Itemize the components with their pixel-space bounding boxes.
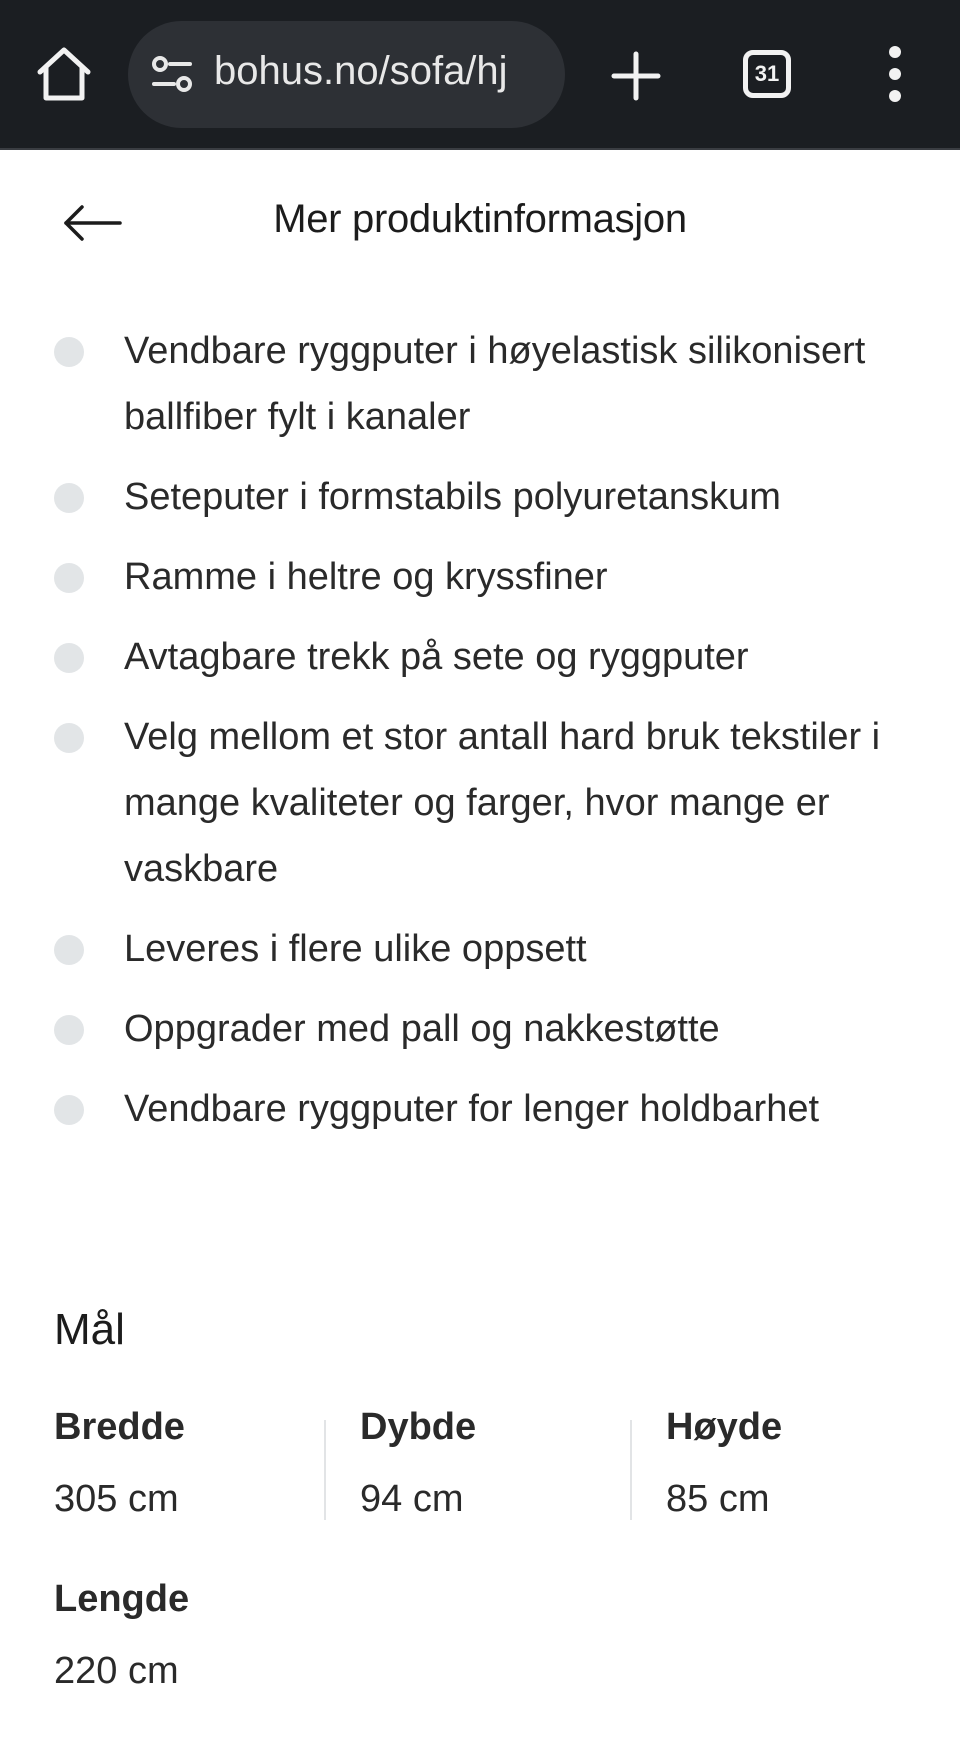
- dimension-label: Bredde: [54, 1406, 185, 1448]
- feature-text: Ramme i heltre og kryssfiner: [124, 556, 608, 598]
- feature-text: Vendbare ryggputer for lenger holdbarhet: [124, 1088, 820, 1130]
- home-icon[interactable]: [32, 42, 96, 106]
- list-item: [0, 704, 960, 902]
- bullet-dot: [54, 563, 84, 593]
- dimension-value: 220 cm: [54, 1650, 179, 1692]
- dimension-length: [54, 1578, 344, 1693]
- divider: [324, 1420, 326, 1520]
- list-item: [0, 996, 960, 1062]
- dimension-width: [54, 1406, 344, 1521]
- dimension-label: Dybde: [360, 1406, 477, 1448]
- site-settings-icon[interactable]: [150, 54, 194, 94]
- dimensions-heading: Mål: [54, 1305, 125, 1354]
- feature-list: [0, 318, 960, 1156]
- bullet-dot: [54, 643, 84, 673]
- url-text[interactable]: bohus.no/sofa/hj: [214, 49, 508, 93]
- feature-text: Oppgrader med pall og nakkestøtte: [124, 1008, 720, 1050]
- bullet-dot: [54, 723, 84, 753]
- dimension-depth: [360, 1406, 650, 1521]
- more-vert-icon[interactable]: [880, 46, 910, 102]
- dimension-value: 305 cm: [54, 1478, 179, 1520]
- list-item: [0, 544, 960, 610]
- feature-text: Velg mellom et stor antall hard bruk tekstiler i mange kvaliteter og farger, hvor mange er vaskbare: [124, 716, 881, 890]
- list-item: [0, 464, 960, 530]
- address-bar[interactable]: [128, 21, 565, 128]
- divider: [630, 1420, 632, 1520]
- bullet-dot: [54, 337, 84, 367]
- plus-icon[interactable]: [608, 48, 664, 104]
- dimension-label: Lengde: [54, 1578, 190, 1620]
- dimension-label: Høyde: [666, 1406, 783, 1448]
- dimension-value: 94 cm: [360, 1478, 464, 1520]
- bullet-dot: [54, 483, 84, 513]
- feature-text: Seteputer i formstabils polyuretanskum: [124, 476, 781, 518]
- bullet-dot: [54, 1095, 84, 1125]
- list-item: [0, 1076, 960, 1142]
- tab-switcher-icon[interactable]: 31: [743, 50, 791, 98]
- bullet-dot: [54, 1015, 84, 1045]
- bullet-dot: [54, 935, 84, 965]
- page-title: Mer produktinformasjon: [273, 197, 687, 241]
- list-item: [0, 916, 960, 982]
- dimension-value: 85 cm: [666, 1478, 770, 1520]
- feature-text: Avtagbare trekk på sete og ryggputer: [124, 636, 749, 678]
- list-item: [0, 624, 960, 690]
- list-item: [0, 318, 960, 450]
- feature-text: Leveres i flere ulike oppsett: [124, 928, 587, 970]
- feature-text: Vendbare ryggputer i høyelastisk silikonisert ballfiber fylt i kanaler: [124, 330, 866, 438]
- browser-toolbar: [0, 0, 960, 150]
- dimension-height: [666, 1406, 956, 1521]
